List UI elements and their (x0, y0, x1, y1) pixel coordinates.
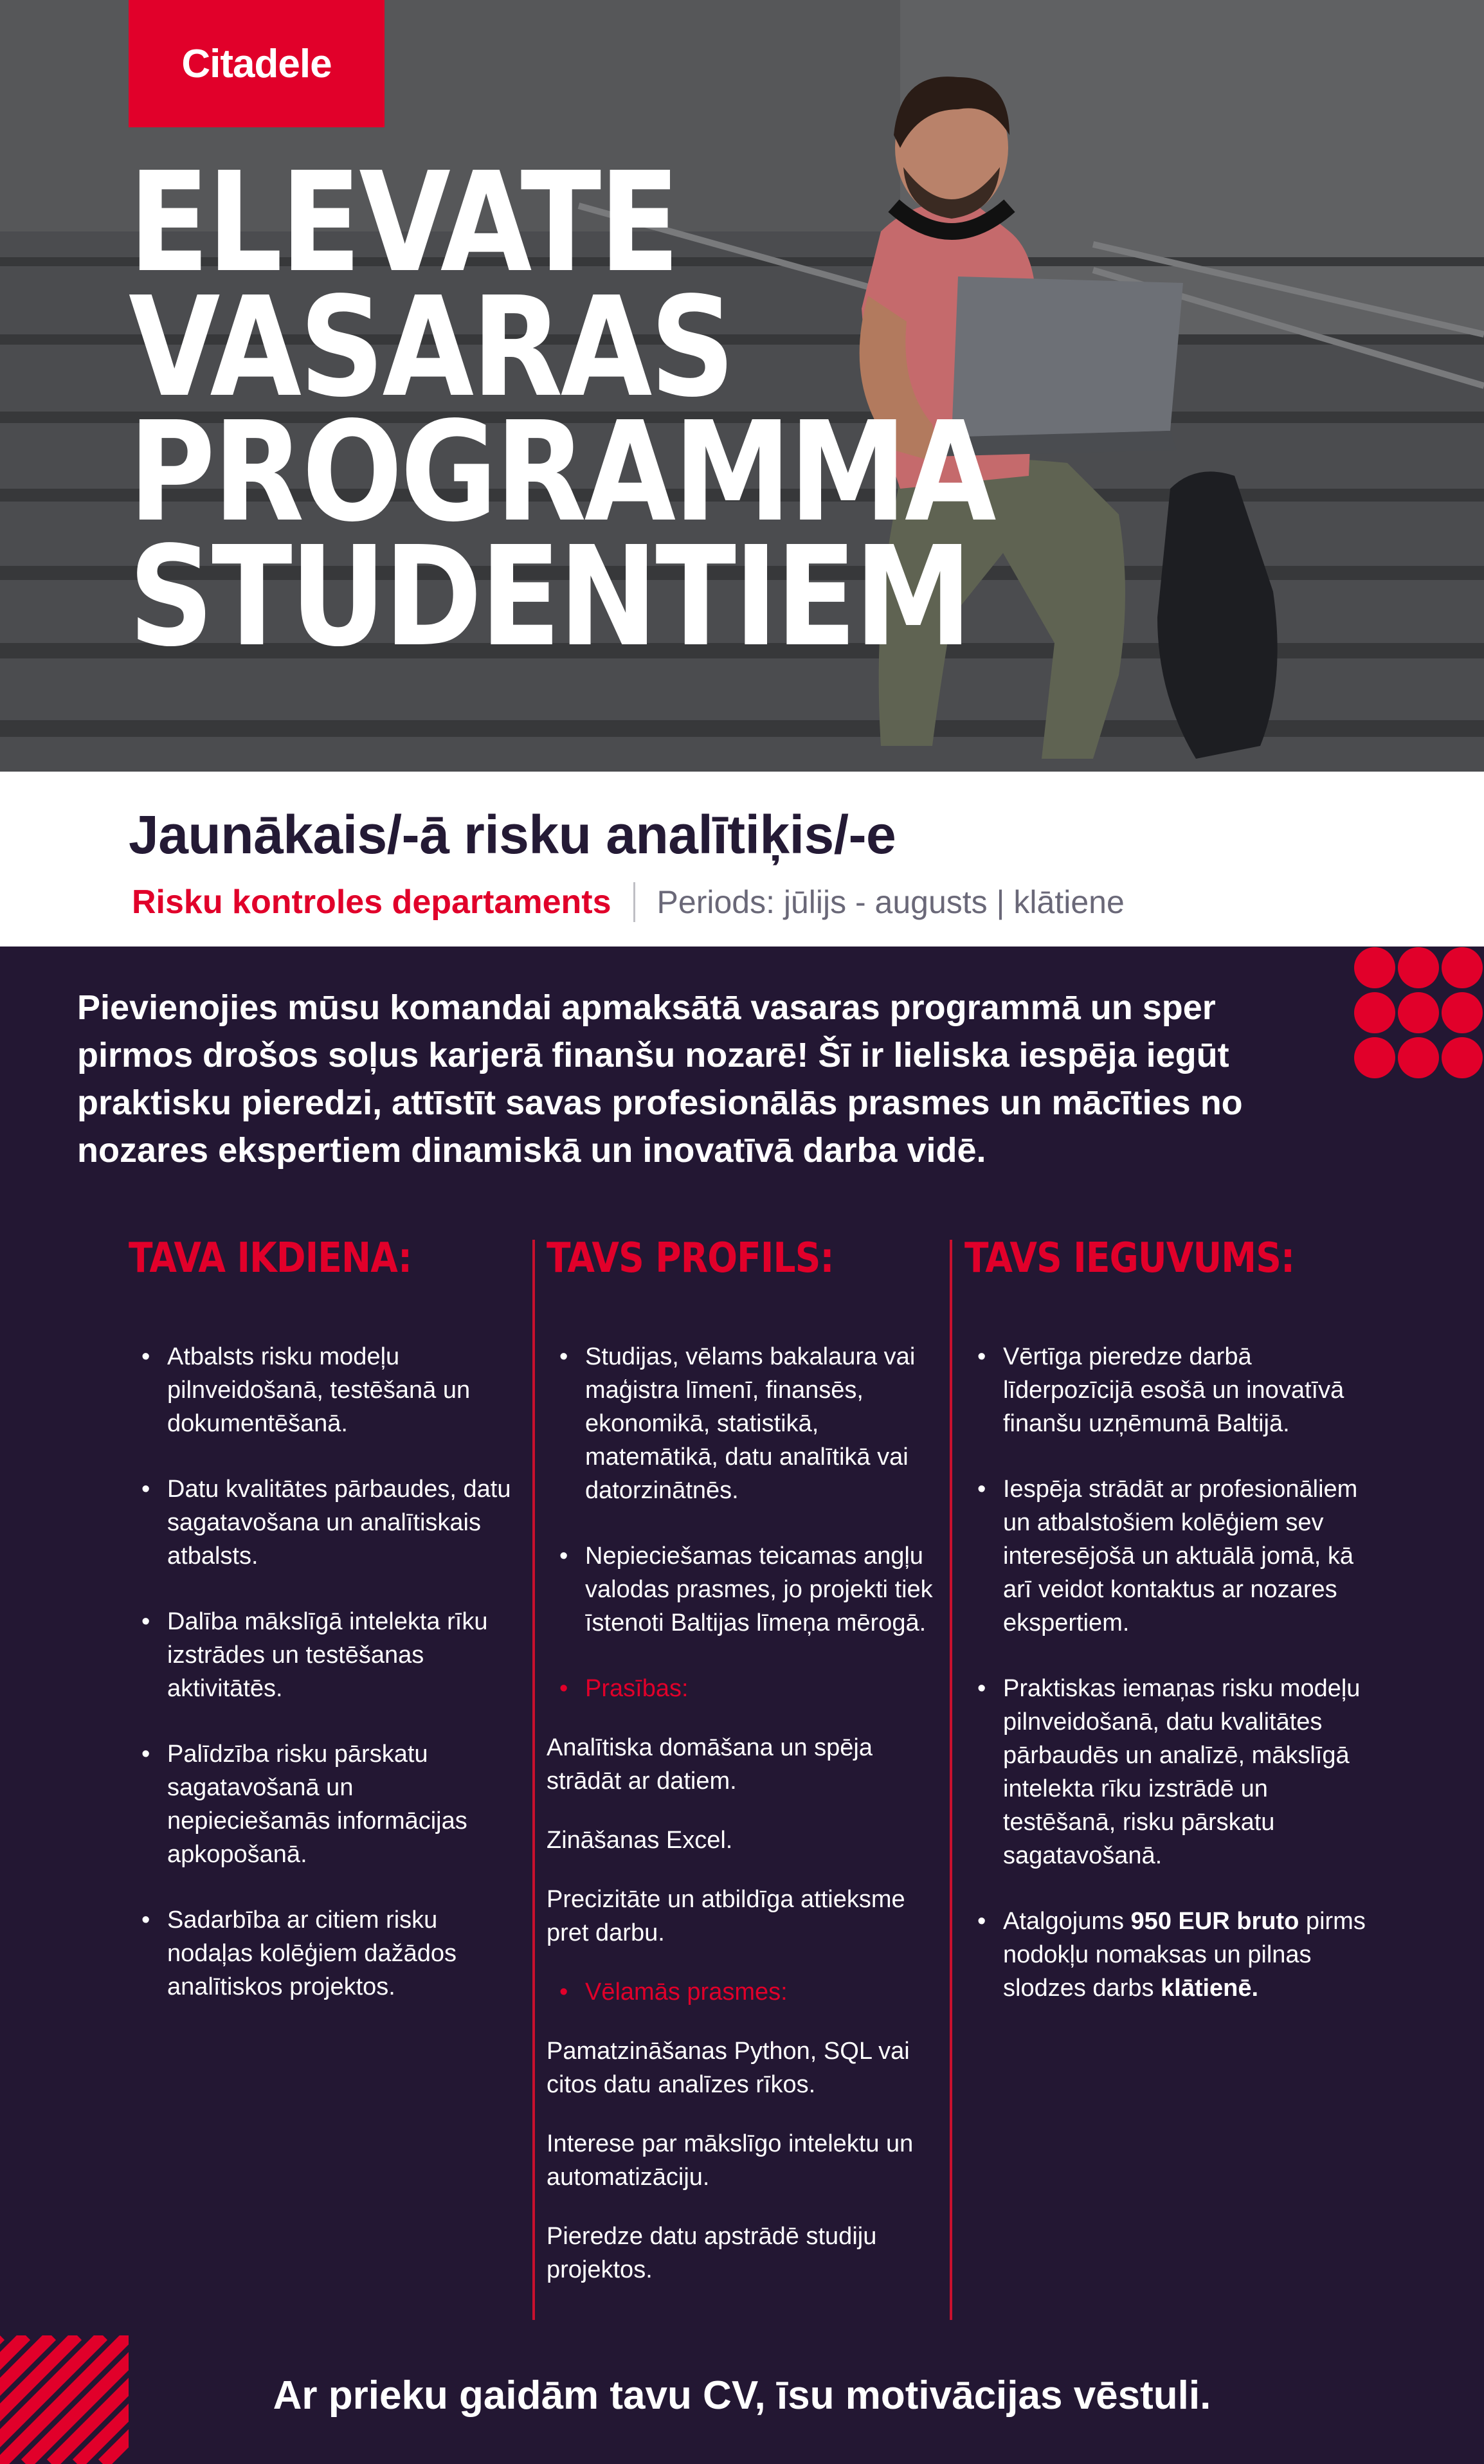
profile-list (547, 1340, 945, 1705)
salary-middle: pirms nodokļu nomaksas un pilnas slodzes darbs (1003, 1908, 1366, 2002)
meta-divider (633, 882, 635, 922)
department-label: Risku kontroles departaments (132, 883, 611, 921)
salary-prefix: Atalgojums (1003, 1908, 1131, 1935)
list-item: • Praktiskas iemaņas risku modeļu pilnveidošanā, datu kvalitātes pārbaudēs un analīzē, mākslīgā intelekta rīku izstrādē un testēšanā, risku pārskatu sagatavošanā. (964, 1672, 1376, 1872)
profile-heading: TAVS PROFILS: (547, 1235, 834, 1282)
desired-skill-item: Interese par mākslīgo intelektu un automatizāciju. (547, 2130, 914, 2191)
list-item: • Datu kvalitātes pārbaudes, datu sagatavošana un analītiskais atbalsts. (129, 1472, 514, 1573)
list-item: • Studijas, vēlams bakalaura vai maģistra līmenī, finansēs, ekonomikā, statistikā, matemātikā, datu analītikā vai datorzinātnēs. (547, 1340, 945, 1507)
column-divider (532, 1240, 535, 2320)
period-label: Periods: jūlijs - augusts | klātiene (656, 884, 1125, 920)
intro-paragraph: Pievienojies mūsu komandai apmaksātā vasaras programmā un sper pirmos drošos soļus karjerā finanšu nozarē! Šī ir lieliska iespēja iegūt praktisku pieredzi, attīstīt savas profesionālās prasmes un mācīties no nozares ekspertiem dinamiskā un inovatīvā darba vidē. (77, 988, 1243, 1170)
list-item: • Iespēja strādāt ar profesionāliem un atbalstošiem kolēģiem sev interesējošā un aktuālā jomā, kā arī veidot kontaktus ar nozares ekspertiem. (964, 1472, 1376, 1640)
salary-item (964, 1905, 1376, 2005)
salary-work-mode: klātienē. (1161, 1975, 1259, 2002)
desired-skills-label: • Vēlamās prasmes: (547, 1975, 945, 2009)
list-item: • Nepieciešamas teicamas angļu valodas prasmes, jo projekti tiek īstenoti Baltijas līmeņa mērogā. (547, 1539, 945, 1640)
citadele-logo[interactable]: Citadele (129, 0, 385, 127)
decorative-dots-icon (1350, 945, 1484, 1080)
daily-tasks-column (129, 1235, 514, 2036)
desired-skill-item: Pieredze datu apstrādē studiju projektos. (547, 2223, 877, 2283)
hero-banner (0, 0, 1484, 772)
salary-amount: 950 EUR bruto (1130, 1908, 1299, 1935)
job-title: Jaunākais/-ā risku analītiķis/-e (129, 804, 896, 865)
desired-skill-item: Pamatzināšanas Python, SQL vai citos datu analīzes rīkos. (547, 2038, 910, 2098)
job-title-band (0, 772, 1484, 947)
profile-column (547, 1235, 945, 2312)
benefits-heading: TAVS IEGUVUMS: (964, 1235, 1295, 1282)
daily-tasks-heading: TAVA IKDIENA: (129, 1235, 412, 1282)
list-item: • Sadarbība ar citiem risku nodaļas kolēģiem dažādos analītiskos projektos. (129, 1903, 514, 2004)
hero-title-line: PROGRAMMA (129, 392, 995, 552)
requirements-label: • Prasības: (547, 1672, 945, 1705)
list-item: • Vērtīga pieredze darbā līderpozīcijā esošā un inovatīvā finanšu uzņēmumā Baltijā. (964, 1340, 1376, 1440)
hero-title-line: STUDENTIEM (129, 517, 970, 677)
daily-tasks-list (129, 1340, 514, 2004)
hero-title (129, 143, 995, 677)
column-divider (950, 1240, 952, 2320)
benefits-column (964, 1235, 1376, 2037)
job-meta-line (132, 880, 1125, 925)
list-item: • Dalība mākslīgā intelekta rīku izstrādes un testēšanas aktivitātēs. (129, 1605, 514, 1705)
requirement-item: Zināšanas Excel. (547, 1827, 733, 1854)
benefits-list (964, 1340, 1376, 2005)
requirement-item: Precizitāte un atbildīga attieksme pret darbu. (547, 1886, 905, 1946)
footer-call-to-action: Ar prieku gaidām tavu CV, īsu motivācijas vēstuli. (273, 2373, 1211, 2418)
hero-title-line: VASARAS (129, 267, 733, 428)
desired-skills-list (547, 1975, 945, 2009)
hero-title-line: ELEVATE (129, 143, 678, 303)
list-item: • Atbalsts risku modeļu pilnveidošanā, testēšanā un dokumentēšanā. (129, 1340, 514, 1440)
list-item: • Palīdzība risku pārskatu sagatavošanā un nepieciešamās informācijas apkopošanā. (129, 1737, 514, 1871)
requirement-item: Analītiska domāšana un spēja strādāt ar datiem. (547, 1734, 873, 1795)
